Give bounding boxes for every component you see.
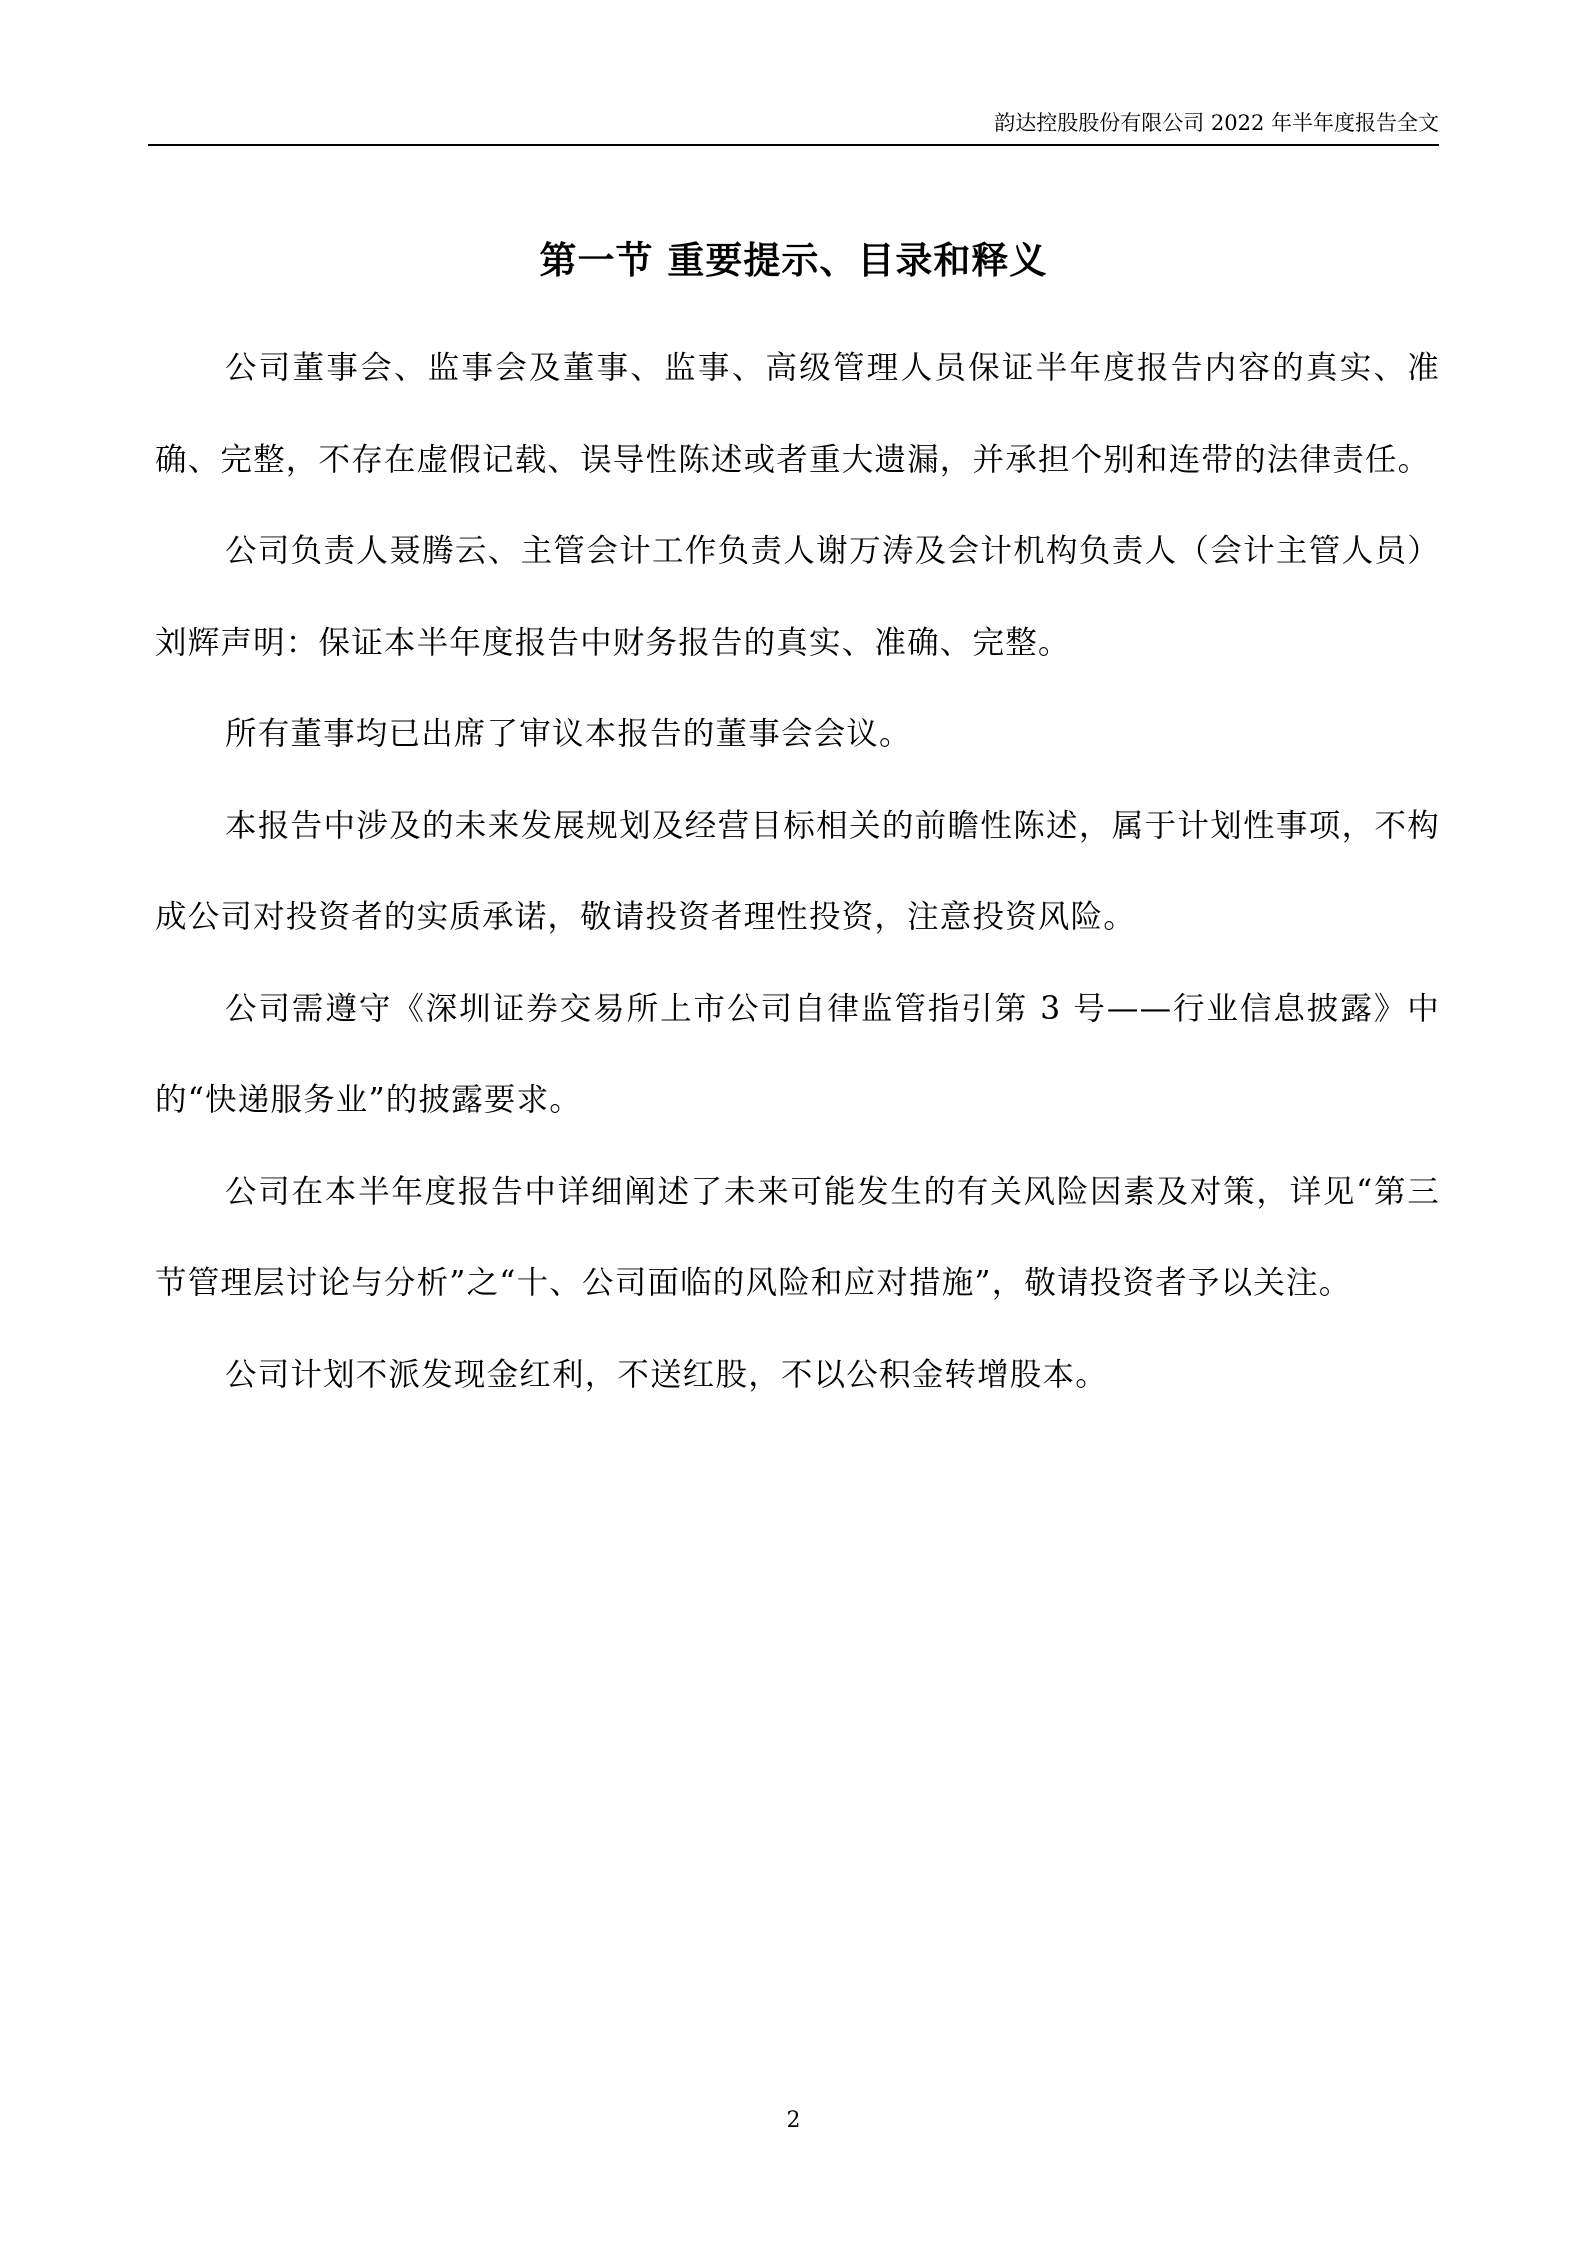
paragraph-risk-factors: 公司在本半年度报告中详细阐述了未来可能发生的有关风险因素及对策，详见“第三节管理层讨论与分析”之“十、公司面临的风险和应对措施”，敬请投资者予以关注。 <box>155 1173 1440 1301</box>
page-number: 2 <box>786 2108 801 2133</box>
section-title: 第一节 重要提示、目录和释义 <box>539 238 1048 282</box>
running-header-title: 韵达控股股份有限公司 2022 年半年度报告全文 <box>994 111 1439 135</box>
paragraph-disclosure-requirements: 公司需遵守《深圳证券交易所上市公司自律监管指引第 3 号——行业信息披露》中的“快递服务业”的披露要求。 <box>155 990 1440 1118</box>
paragraph-financial-declaration: 公司负责人聂腾云、主管会计工作负责人谢万涛及会计机构负责人（会计主管人员）刘辉声明：保证本半年度报告中财务报告的真实、准确、完整。 <box>155 533 1440 661</box>
paragraph-board-attendance: 所有董事均已出席了审议本报告的董事会会议。 <box>225 716 912 752</box>
paragraph-dividend-plan: 公司计划不派发现金红利，不送红股，不以公积金转增股本。 <box>225 1356 1108 1393</box>
paragraph-responsibility-statement: 公司董事会、监事会及董事、监事、高级管理人员保证半年度报告内容的真实、准确、完整，不存在虚假记载、误导性陈述或者重大遗漏，并承担个别和连带的法律责任。 <box>155 350 1440 478</box>
running-header <box>148 108 1439 146</box>
paragraph-forward-looking: 本报告中涉及的未来发展规划及经营目标相关的前瞻性陈述，属于计划性事项，不构成公司对投资者的实质承诺，敬请投资者理性投资，注意投资风险。 <box>155 807 1440 935</box>
body-text <box>155 323 1440 1421</box>
